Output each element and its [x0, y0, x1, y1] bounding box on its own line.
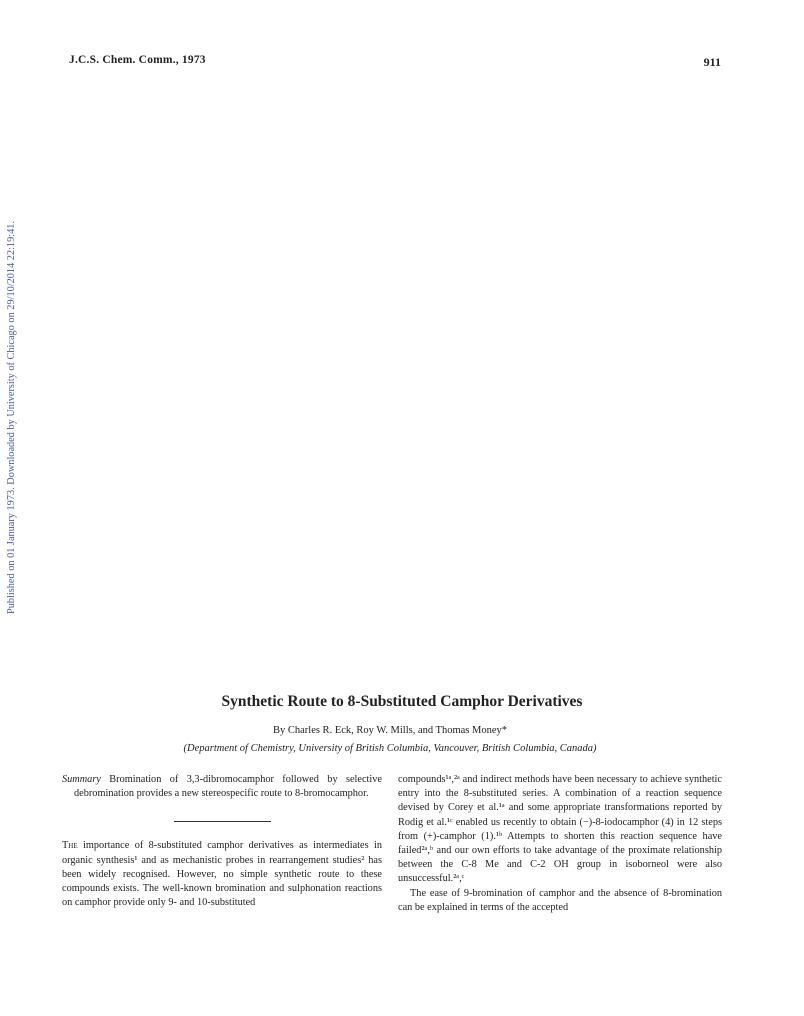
- right-column: [398, 773, 722, 915]
- author-list: By Charles R. Eck, Roy W. Mills, and Thomas Money*: [272, 725, 507, 736]
- summary-text: Bromination of 3,3-dibromocamphor followed by selective debromination provides a new stereospecific route to 8-bromocamphor.: [74, 774, 382, 800]
- running-head: J.C.S. Chem. Comm., 1973: [69, 54, 206, 66]
- intro-paragraph: [62, 839, 382, 910]
- intro-lead-word: The: [62, 840, 78, 852]
- right-paragraph-1: compounds¹ᵃ,²ᵃ and indirect methods have been necessary to achieve synthetic entry into the 8-substituted series. A combination of a reaction sequence devised by Corey et al.¹ᵃ and some appropriate transformations reported by Rodig et al.¹ᶜ enabled us recently to obtain (−)-8-iodocamphor (4) in 12 steps from (+)-camphor (1).¹ᵇ Attempts to shorten this reaction sequence have failed²ᵃ,ᵇ and our own efforts to take advantage of the proximate relationship between the C-8 Me and C-2 OH group in isoborneol were also unsuccessful.²ᵃ,ᶜ: [398, 774, 722, 885]
- page-number: 911: [703, 55, 721, 69]
- summary-label: Summary: [62, 774, 101, 785]
- summary-block: [62, 773, 382, 801]
- affiliation: (Department of Chemistry, University of British Columbia, Vancouver, British Columbia, Canada): [183, 743, 597, 754]
- left-column: [62, 773, 382, 910]
- intro-text: importance of 8-substituted camphor derivatives as intermediates in organic synthesis¹ and as mechanistic probes in rearrangement studies² has been widely recognised. However, no simple synthetic route to these compounds exists. The well-known bromination and sulphonation reactions on camphor provide only 9- and 10-substituted: [62, 840, 382, 909]
- article-title: Synthetic Route to 8-Substituted Camphor Derivatives: [221, 693, 583, 710]
- right-paragraph-2: The ease of 9-bromination of camphor and the absence of 8-bromination can be explained in terms of the accepted: [398, 887, 722, 913]
- section-divider: [174, 821, 271, 822]
- download-watermark: Published on 01 January 1973. Downloaded by University of Chicago on 29/10/2014 22:19:41.: [6, 221, 17, 615]
